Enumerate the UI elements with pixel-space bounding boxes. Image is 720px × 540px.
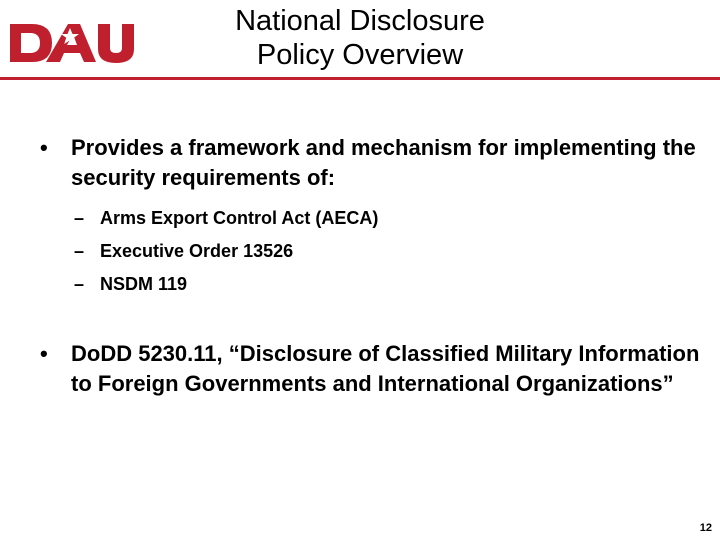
logo-letter-d bbox=[10, 24, 52, 62]
bullet-marker: • bbox=[40, 341, 48, 366]
sub-marker: – bbox=[74, 241, 85, 261]
bullet-text: DoDD 5230.11, “Disclosure of Classified Military Information to Foreign Governments and International Organizations” bbox=[71, 341, 700, 396]
sub-marker: – bbox=[74, 208, 85, 228]
logo-letter-a bbox=[46, 24, 96, 62]
bullet-marker: • bbox=[40, 135, 48, 160]
dau-logo bbox=[6, 18, 136, 68]
logo-letter-u bbox=[98, 24, 134, 63]
header-divider bbox=[0, 77, 720, 80]
title-line-2: Policy Overview bbox=[256, 39, 464, 71]
sub-item-text: NSDM 119 bbox=[100, 274, 188, 294]
sub-marker: – bbox=[74, 274, 85, 294]
bullet-item-1 bbox=[40, 133, 700, 301]
title-line-1: National Disclosure bbox=[235, 5, 485, 37]
sub-item-aeca bbox=[74, 202, 700, 235]
sub-list bbox=[74, 202, 700, 301]
page-title bbox=[150, 4, 570, 72]
sub-item-text: Executive Order 13526 bbox=[100, 241, 294, 261]
bullet-text: Provides a framework and mechanism for implementing the security requirements of: bbox=[71, 135, 696, 190]
page-number: 12 bbox=[699, 522, 712, 534]
sub-item-eo bbox=[74, 235, 700, 268]
sub-item-nsdm bbox=[74, 268, 700, 301]
sub-item-text: Arms Export Control Act (AECA) bbox=[100, 208, 379, 228]
bullet-item-2 bbox=[40, 339, 700, 399]
